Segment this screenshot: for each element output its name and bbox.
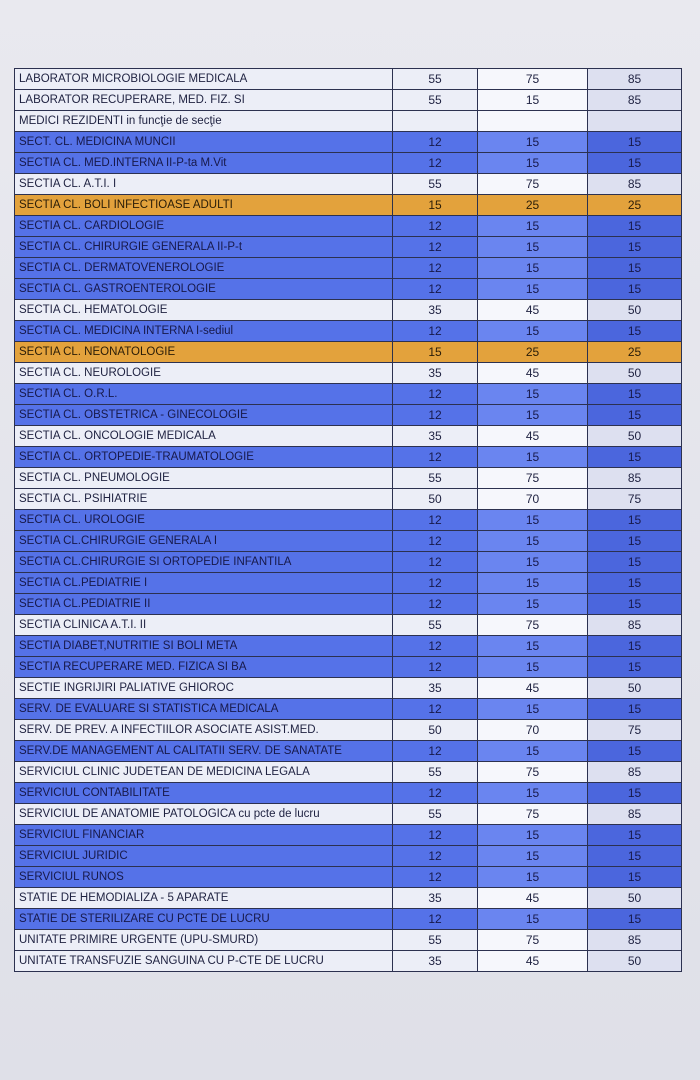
value-a-cell: [393, 111, 478, 132]
value-a-cell: 12: [393, 132, 478, 153]
value-b-cell: 15: [478, 909, 588, 930]
value-b-cell: 15: [478, 531, 588, 552]
table-row: [15, 342, 682, 363]
value-c-cell: 25: [588, 195, 682, 216]
value-a-cell: 12: [393, 636, 478, 657]
value-a-cell: 12: [393, 384, 478, 405]
value-c-cell: 85: [588, 804, 682, 825]
value-b-cell: 15: [478, 384, 588, 405]
department-name-cell: SERVICIUL CONTABILITATE: [15, 783, 393, 804]
value-b-cell: 15: [478, 321, 588, 342]
table-row: [15, 489, 682, 510]
value-c-cell: 50: [588, 300, 682, 321]
value-b-cell: 15: [478, 153, 588, 174]
value-a-cell: 12: [393, 594, 478, 615]
department-name-cell: SECTIA RECUPERARE MED. FIZICA SI BA: [15, 657, 393, 678]
department-name-cell: LABORATOR RECUPERARE, MED. FIZ. SI: [15, 90, 393, 111]
value-a-cell: 35: [393, 363, 478, 384]
department-name-cell: SERVICIUL CLINIC JUDETEAN DE MEDICINA LEGALA: [15, 762, 393, 783]
value-c-cell: 75: [588, 720, 682, 741]
value-a-cell: 12: [393, 657, 478, 678]
table-row: [15, 510, 682, 531]
department-name-cell: SERVICIUL DE ANATOMIE PATOLOGICA cu pcte de lucru: [15, 804, 393, 825]
value-c-cell: 15: [588, 636, 682, 657]
department-name-cell: SECTIA CL. O.R.L.: [15, 384, 393, 405]
value-a-cell: 55: [393, 69, 478, 90]
table-row: [15, 930, 682, 951]
value-a-cell: 12: [393, 510, 478, 531]
department-name-cell: SERVICIUL JURIDIC: [15, 846, 393, 867]
value-b-cell: 75: [478, 762, 588, 783]
value-c-cell: 15: [588, 594, 682, 615]
value-c-cell: 15: [588, 657, 682, 678]
value-b-cell: 15: [478, 741, 588, 762]
department-name-cell: SECTIA CL.PEDIATRIE II: [15, 594, 393, 615]
table-row: [15, 573, 682, 594]
value-a-cell: 12: [393, 699, 478, 720]
department-name-cell: UNITATE PRIMIRE URGENTE (UPU-SMURD): [15, 930, 393, 951]
value-c-cell: 85: [588, 90, 682, 111]
value-c-cell: 15: [588, 384, 682, 405]
department-name-cell: SECTIA DIABET,NUTRITIE SI BOLI META: [15, 636, 393, 657]
value-b-cell: 75: [478, 174, 588, 195]
value-c-cell: 15: [588, 552, 682, 573]
table-row: [15, 762, 682, 783]
value-c-cell: 15: [588, 216, 682, 237]
department-name-cell: SECTIA CL.CHIRURGIE GENERALA I: [15, 531, 393, 552]
department-name-cell: SECTIA CL. CARDIOLOGIE: [15, 216, 393, 237]
department-name-cell: SECTIA CL. BOLI INFECTIOASE ADULTI: [15, 195, 393, 216]
value-c-cell: 15: [588, 405, 682, 426]
value-a-cell: 55: [393, 615, 478, 636]
table-row: [15, 594, 682, 615]
table-row: [15, 279, 682, 300]
value-c-cell: 15: [588, 237, 682, 258]
department-name-cell: SECTIA CL. OBSTETRICA - GINECOLOGIE: [15, 405, 393, 426]
department-name-cell: SECTIA CLINICA A.T.I. II: [15, 615, 393, 636]
value-c-cell: 15: [588, 321, 682, 342]
value-c-cell: 15: [588, 867, 682, 888]
value-b-cell: 75: [478, 69, 588, 90]
value-c-cell: 15: [588, 741, 682, 762]
table-row: [15, 426, 682, 447]
value-b-cell: 25: [478, 342, 588, 363]
department-name-cell: SECTIA CL.PEDIATRIE I: [15, 573, 393, 594]
value-b-cell: [478, 111, 588, 132]
table-row: [15, 909, 682, 930]
value-c-cell: 50: [588, 951, 682, 972]
value-b-cell: 15: [478, 510, 588, 531]
value-a-cell: 55: [393, 804, 478, 825]
table-row: [15, 846, 682, 867]
department-name-cell: SERV.DE MANAGEMENT AL CALITATII SERV. DE SANATATE: [15, 741, 393, 762]
value-a-cell: 12: [393, 741, 478, 762]
value-b-cell: 15: [478, 573, 588, 594]
value-c-cell: 15: [588, 153, 682, 174]
table-row: [15, 258, 682, 279]
table-row: [15, 741, 682, 762]
department-name-cell: SECTIA CL. NEUROLOGIE: [15, 363, 393, 384]
table-row: [15, 552, 682, 573]
value-a-cell: 12: [393, 573, 478, 594]
department-name-cell: SECTIA CL. CHIRURGIE GENERALA II-P-t: [15, 237, 393, 258]
department-name-cell: SECTIA CL. MEDICINA INTERNA I-sediul: [15, 321, 393, 342]
value-b-cell: 45: [478, 426, 588, 447]
department-name-cell: SECTIE INGRIJIRI PALIATIVE GHIOROC: [15, 678, 393, 699]
table-row: [15, 216, 682, 237]
value-c-cell: 15: [588, 573, 682, 594]
table-row: [15, 888, 682, 909]
value-c-cell: 15: [588, 510, 682, 531]
value-c-cell: 15: [588, 846, 682, 867]
value-b-cell: 15: [478, 657, 588, 678]
value-b-cell: 15: [478, 237, 588, 258]
value-c-cell: 50: [588, 888, 682, 909]
table-row: [15, 405, 682, 426]
table-row: [15, 825, 682, 846]
value-b-cell: 15: [478, 279, 588, 300]
department-name-cell: LABORATOR MICROBIOLOGIE MEDICALA: [15, 69, 393, 90]
table-row: [15, 804, 682, 825]
table-row: [15, 111, 682, 132]
department-name-cell: SERV. DE EVALUARE SI STATISTICA MEDICALA: [15, 699, 393, 720]
value-c-cell: 15: [588, 909, 682, 930]
department-name-cell: SECT. CL. MEDICINA MUNCII: [15, 132, 393, 153]
value-a-cell: 12: [393, 258, 478, 279]
value-c-cell: 15: [588, 279, 682, 300]
value-a-cell: 35: [393, 426, 478, 447]
value-a-cell: 35: [393, 951, 478, 972]
department-name-cell: SECTIA CL. NEONATOLOGIE: [15, 342, 393, 363]
value-b-cell: 15: [478, 90, 588, 111]
table-row: [15, 678, 682, 699]
value-a-cell: 12: [393, 237, 478, 258]
table-row: [15, 90, 682, 111]
value-c-cell: 75: [588, 489, 682, 510]
value-b-cell: 25: [478, 195, 588, 216]
value-a-cell: 35: [393, 888, 478, 909]
value-b-cell: 15: [478, 594, 588, 615]
value-a-cell: 12: [393, 846, 478, 867]
department-name-cell: SECTIA CL. A.T.I. I: [15, 174, 393, 195]
table-row: [15, 636, 682, 657]
department-name-cell: SECTIA CL. PSIHIATRIE: [15, 489, 393, 510]
value-a-cell: 15: [393, 342, 478, 363]
table-row: [15, 69, 682, 90]
value-a-cell: 35: [393, 300, 478, 321]
table-row: [15, 195, 682, 216]
table-row: [15, 447, 682, 468]
table-row: [15, 615, 682, 636]
value-b-cell: 75: [478, 804, 588, 825]
value-c-cell: 50: [588, 363, 682, 384]
value-a-cell: 12: [393, 321, 478, 342]
value-b-cell: 15: [478, 699, 588, 720]
value-c-cell: 85: [588, 174, 682, 195]
table-row: [15, 300, 682, 321]
value-a-cell: 55: [393, 468, 478, 489]
value-a-cell: 55: [393, 930, 478, 951]
department-name-cell: MEDICI REZIDENTI in funcţie de secţie: [15, 111, 393, 132]
value-c-cell: 15: [588, 132, 682, 153]
department-table: [14, 68, 682, 972]
value-c-cell: 85: [588, 468, 682, 489]
department-name-cell: STATIE DE HEMODIALIZA - 5 APARATE: [15, 888, 393, 909]
value-c-cell: 85: [588, 615, 682, 636]
table-row: [15, 237, 682, 258]
value-b-cell: 15: [478, 405, 588, 426]
table-row: [15, 384, 682, 405]
value-c-cell: 15: [588, 699, 682, 720]
table-row: [15, 132, 682, 153]
value-c-cell: 15: [588, 783, 682, 804]
table-row: [15, 720, 682, 741]
value-b-cell: 15: [478, 846, 588, 867]
value-c-cell: 25: [588, 342, 682, 363]
value-a-cell: 55: [393, 174, 478, 195]
department-name-cell: SECTIA CL. PNEUMOLOGIE: [15, 468, 393, 489]
table-row: [15, 363, 682, 384]
value-a-cell: 55: [393, 762, 478, 783]
table-row: [15, 321, 682, 342]
department-name-cell: SECTIA CL.CHIRURGIE SI ORTOPEDIE INFANTILA: [15, 552, 393, 573]
table-row: [15, 468, 682, 489]
value-b-cell: 15: [478, 216, 588, 237]
value-a-cell: 12: [393, 153, 478, 174]
department-name-cell: SECTIA CL. ONCOLOGIE MEDICALA: [15, 426, 393, 447]
value-a-cell: 55: [393, 90, 478, 111]
value-b-cell: 45: [478, 300, 588, 321]
value-c-cell: 85: [588, 762, 682, 783]
department-name-cell: SERVICIUL FINANCIAR: [15, 825, 393, 846]
value-a-cell: 15: [393, 195, 478, 216]
table-row: [15, 531, 682, 552]
value-a-cell: 12: [393, 216, 478, 237]
value-a-cell: 35: [393, 678, 478, 699]
department-name-cell: SECTIA CL. HEMATOLOGIE: [15, 300, 393, 321]
value-a-cell: 12: [393, 552, 478, 573]
value-a-cell: 12: [393, 405, 478, 426]
department-name-cell: SECTIA CL. UROLOGIE: [15, 510, 393, 531]
department-name-cell: SECTIA CL. MED.INTERNA II-P-ta M.Vit: [15, 153, 393, 174]
value-b-cell: 15: [478, 447, 588, 468]
value-b-cell: 75: [478, 615, 588, 636]
department-name-cell: SECTIA CL. DERMATOVENEROLOGIE: [15, 258, 393, 279]
value-b-cell: 15: [478, 867, 588, 888]
value-b-cell: 15: [478, 636, 588, 657]
value-a-cell: 12: [393, 909, 478, 930]
value-a-cell: 12: [393, 531, 478, 552]
value-b-cell: 70: [478, 720, 588, 741]
value-b-cell: 15: [478, 825, 588, 846]
value-a-cell: 50: [393, 720, 478, 741]
value-b-cell: 45: [478, 951, 588, 972]
value-c-cell: 15: [588, 447, 682, 468]
table-row: [15, 867, 682, 888]
value-a-cell: 12: [393, 783, 478, 804]
value-b-cell: 70: [478, 489, 588, 510]
value-b-cell: 15: [478, 783, 588, 804]
value-b-cell: 75: [478, 468, 588, 489]
value-c-cell: 50: [588, 426, 682, 447]
department-name-cell: SECTIA CL. ORTOPEDIE-TRAUMATOLOGIE: [15, 447, 393, 468]
value-c-cell: 15: [588, 825, 682, 846]
value-a-cell: 12: [393, 279, 478, 300]
value-b-cell: 15: [478, 258, 588, 279]
value-c-cell: 15: [588, 258, 682, 279]
value-c-cell: 85: [588, 69, 682, 90]
value-b-cell: 75: [478, 930, 588, 951]
value-b-cell: 15: [478, 132, 588, 153]
value-c-cell: 85: [588, 930, 682, 951]
department-name-cell: STATIE DE STERILIZARE CU PCTE DE LUCRU: [15, 909, 393, 930]
value-b-cell: 45: [478, 363, 588, 384]
value-b-cell: 15: [478, 552, 588, 573]
value-a-cell: 12: [393, 867, 478, 888]
department-name-cell: SERV. DE PREV. A INFECTIILOR ASOCIATE ASIST.MED.: [15, 720, 393, 741]
table-body: [15, 69, 682, 972]
table-row: [15, 657, 682, 678]
table-row: [15, 783, 682, 804]
value-a-cell: 12: [393, 825, 478, 846]
value-c-cell: 50: [588, 678, 682, 699]
department-name-cell: UNITATE TRANSFUZIE SANGUINA CU P-CTE DE LUCRU: [15, 951, 393, 972]
department-name-cell: SERVICIUL RUNOS: [15, 867, 393, 888]
table-row: [15, 699, 682, 720]
department-name-cell: SECTIA CL. GASTROENTEROLOGIE: [15, 279, 393, 300]
value-a-cell: 50: [393, 489, 478, 510]
value-c-cell: 15: [588, 531, 682, 552]
table-row: [15, 174, 682, 195]
table-row: [15, 153, 682, 174]
table-row: [15, 951, 682, 972]
value-a-cell: 12: [393, 447, 478, 468]
value-b-cell: 45: [478, 888, 588, 909]
value-c-cell: [588, 111, 682, 132]
value-b-cell: 45: [478, 678, 588, 699]
